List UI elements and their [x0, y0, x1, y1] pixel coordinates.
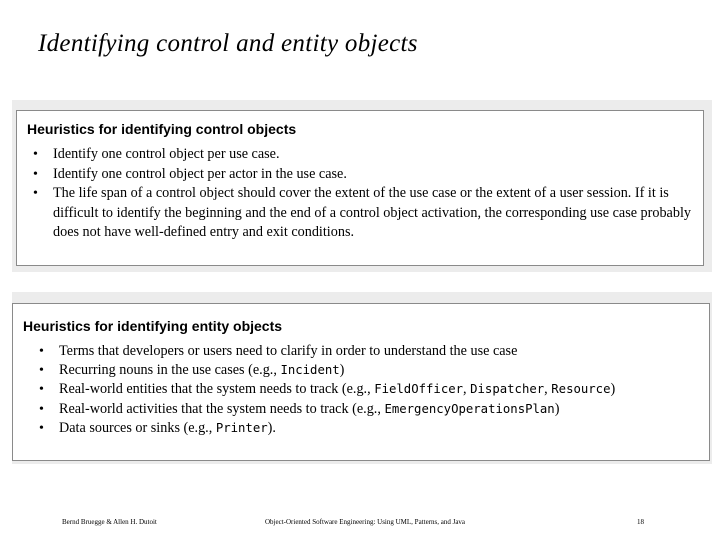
bullet-item: [35, 400, 699, 419]
item-text: ,: [463, 381, 471, 398]
item-text: Identify one control object per use case.: [53, 146, 280, 162]
bullet-item: [35, 342, 699, 361]
item-text: The life span of a control object should cover the extent of the use case or the extent of a user session. If it is difficult to identify the beginning and the end of a control object activation, the corresponding use case probably does not have well-defined entry and exit conditions.: [53, 185, 691, 240]
item-text: Real-world activities that the system needs to track (e.g.,: [59, 400, 385, 417]
bullet-item: [29, 145, 693, 165]
footer-book-title: Object-Oriented Software Engineering: Using UML, Patterns, and Java: [265, 518, 466, 526]
code-term: Printer: [215, 420, 268, 435]
item-text: ,: [544, 381, 552, 398]
footer-page-number: 18: [637, 518, 644, 526]
item-text: ).: [267, 419, 276, 436]
item-text: Identify one control object per actor in the use case.: [53, 165, 347, 182]
bullet-item: [35, 380, 699, 399]
bullet-item: [29, 184, 693, 243]
item-text: ): [554, 400, 560, 417]
code-term: FieldOfficer: [374, 382, 464, 397]
entity-heuristics-list: [23, 342, 699, 438]
code-term: EmergencyOperationsPlan: [384, 401, 555, 416]
code-term: Resource: [551, 382, 611, 397]
code-term: Incident: [280, 363, 340, 378]
item-text: ): [610, 381, 616, 398]
bullet-item: [29, 165, 693, 185]
bullet-item: [35, 361, 699, 380]
item-text: Data sources or sinks (e.g.,: [59, 419, 216, 436]
control-heuristics-list: [27, 145, 693, 243]
item-text: ): [339, 362, 345, 379]
code-term: Dispatcher: [470, 382, 545, 397]
footer-authors: Bernd Bruegge & Allen H. Dutoit: [62, 518, 157, 526]
bullet-item: [35, 419, 699, 438]
entity-box-heading: Heuristics for identifying entity objects: [23, 318, 283, 334]
control-box-heading: Heuristics for identifying control objects: [27, 121, 297, 137]
slide-title: Identifying control and entity objects: [38, 30, 418, 57]
control-objects-heuristics-box: [16, 110, 704, 266]
item-text: Recurring nouns in the use cases (e.g.,: [59, 362, 281, 379]
item-text: Terms that developers or users need to clarify in order to understand the use case: [59, 343, 518, 359]
item-text: Real-world entities that the system needs to track (e.g.,: [59, 381, 375, 398]
entity-objects-heuristics-box: [12, 303, 710, 461]
